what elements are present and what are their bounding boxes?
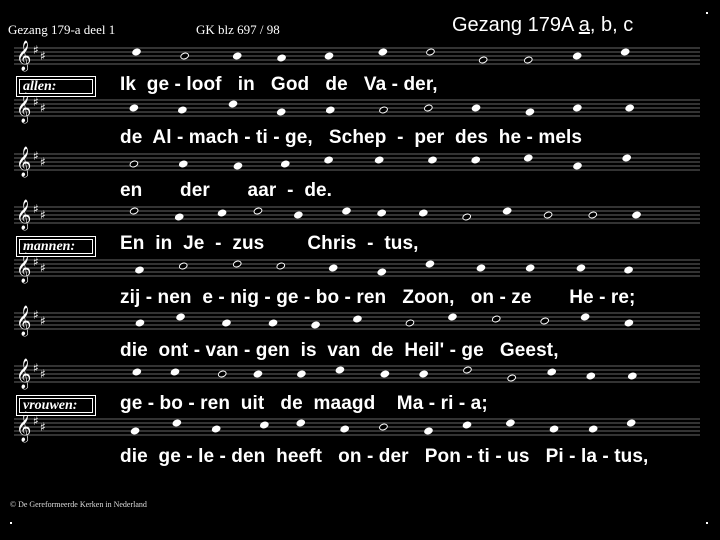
note-head-icon bbox=[622, 154, 631, 162]
note-head-icon bbox=[379, 106, 388, 114]
note-head-icon bbox=[573, 104, 582, 112]
note-head-icon bbox=[135, 319, 144, 327]
note-head-icon bbox=[424, 104, 433, 112]
note-head-icon bbox=[425, 260, 434, 268]
lyric-line-4: En in Je - zus Chris - tus, bbox=[120, 233, 419, 254]
lyric-line-3: en der aar - de. bbox=[120, 180, 333, 201]
note-head-icon bbox=[340, 425, 349, 433]
note-head-icon bbox=[179, 160, 188, 168]
note-head-icon bbox=[379, 423, 388, 431]
note-head-icon bbox=[419, 209, 428, 217]
sharp-icon: ♯ bbox=[33, 361, 39, 375]
treble-clef-icon: 𝄞 bbox=[16, 147, 32, 177]
note-head-icon bbox=[471, 156, 480, 164]
lyric-line-7: ge - bo - ren uit de maagd Ma - ri - a; bbox=[120, 393, 488, 414]
sharp-icon: ♯ bbox=[40, 261, 46, 275]
note-head-icon bbox=[463, 366, 472, 374]
note-head-icon bbox=[328, 264, 337, 272]
note-head-icon bbox=[492, 315, 501, 323]
note-head-icon bbox=[353, 315, 362, 323]
copyright-notice: © De Gereformeerde Kerken in Nederland bbox=[10, 500, 147, 509]
sharp-icon: ♯ bbox=[40, 101, 46, 115]
sharp-icon: ♯ bbox=[40, 155, 46, 169]
treble-clef-icon: 𝄞 bbox=[16, 412, 32, 442]
note-head-icon bbox=[580, 313, 589, 321]
note-head-icon bbox=[478, 56, 487, 64]
sharp-icon: ♯ bbox=[33, 414, 39, 428]
note-head-icon bbox=[228, 100, 237, 108]
sharp-icon: ♯ bbox=[40, 420, 46, 434]
note-head-icon bbox=[462, 421, 471, 429]
note-head-icon bbox=[626, 419, 635, 427]
hymn-title-prefix: Gezang 179A bbox=[452, 14, 579, 36]
role-label-men: mannen: bbox=[16, 236, 96, 257]
note-head-icon bbox=[135, 266, 144, 274]
page-reference: GK blz 697 / 98 bbox=[196, 22, 280, 37]
note-head-icon bbox=[326, 106, 335, 114]
sharp-icon: ♯ bbox=[33, 43, 39, 57]
note-head-icon bbox=[297, 370, 306, 378]
note-head-icon bbox=[506, 419, 515, 427]
corner-dot bbox=[706, 522, 708, 524]
lyric-line-8: die ge - le - den heeft on - der Pon - ti - us Pi - la - tus, bbox=[120, 446, 649, 467]
note-head-icon bbox=[324, 52, 333, 60]
note-head-icon bbox=[426, 48, 435, 56]
note-head-icon bbox=[296, 419, 305, 427]
note-head-icon bbox=[405, 319, 414, 327]
note-head-icon bbox=[378, 48, 387, 56]
sharp-icon: ♯ bbox=[33, 202, 39, 216]
note-head-icon bbox=[268, 319, 277, 327]
note-head-icon bbox=[179, 262, 188, 270]
note-head-icon bbox=[211, 425, 220, 433]
sharp-icon: ♯ bbox=[33, 95, 39, 109]
hymn-title-selected-variant: a bbox=[578, 14, 590, 36]
hymn-book-reference: Gezang 179-a deel 1 bbox=[8, 22, 116, 37]
note-head-icon bbox=[281, 160, 290, 168]
note-head-icon bbox=[132, 368, 141, 376]
sharp-icon: ♯ bbox=[33, 308, 39, 322]
hymn-title-variants: , b, c bbox=[589, 14, 634, 36]
note-head-icon bbox=[586, 372, 595, 380]
note-head-icon bbox=[277, 54, 286, 62]
lyric-line-2: de Al - mach - ti - ge, Schep - per des he - mels bbox=[120, 127, 583, 148]
treble-clef-icon: 𝄞 bbox=[16, 359, 32, 389]
note-head-icon bbox=[129, 207, 138, 215]
note-head-icon bbox=[176, 313, 185, 321]
note-head-icon bbox=[524, 56, 533, 64]
note-head-icon bbox=[625, 104, 634, 112]
note-head-icon bbox=[576, 264, 585, 272]
treble-clef-icon: 𝄞 bbox=[16, 253, 32, 283]
note-head-icon bbox=[222, 319, 231, 327]
role-label-all: allen: bbox=[16, 76, 96, 97]
note-head-icon bbox=[572, 52, 581, 60]
note-head-icon bbox=[342, 207, 351, 215]
note-head-icon bbox=[132, 48, 141, 56]
note-head-icon bbox=[233, 260, 242, 268]
sharp-icon: ♯ bbox=[40, 314, 46, 328]
note-head-icon bbox=[324, 156, 333, 164]
note-head-icon bbox=[540, 317, 549, 325]
note-head-icon bbox=[129, 160, 138, 168]
note-head-icon bbox=[232, 52, 241, 60]
treble-clef-icon: 𝄞 bbox=[16, 200, 32, 230]
note-head-icon bbox=[129, 104, 138, 112]
sharp-icon: ♯ bbox=[40, 208, 46, 222]
note-head-icon bbox=[624, 319, 633, 327]
note-head-icon bbox=[374, 156, 383, 164]
note-head-icon bbox=[377, 209, 386, 217]
note-head-icon bbox=[419, 370, 428, 378]
note-head-icon bbox=[377, 268, 386, 276]
note-head-icon bbox=[525, 264, 534, 272]
note-head-icon bbox=[588, 425, 597, 433]
corner-dot bbox=[706, 12, 708, 14]
note-head-icon bbox=[524, 154, 533, 162]
role-label-women: vrouwen: bbox=[16, 395, 96, 416]
note-head-icon bbox=[380, 370, 389, 378]
note-head-icon bbox=[549, 425, 558, 433]
note-head-icon bbox=[276, 108, 285, 116]
note-head-icon bbox=[462, 213, 471, 221]
lyric-line-5: zij - nen e - nig - ge - bo - ren Zoon, on - ze He - re; bbox=[120, 287, 636, 308]
note-head-icon bbox=[335, 366, 344, 374]
lyric-line-6: die ont - van - gen is van de Heil' - ge Geest, bbox=[120, 340, 559, 361]
note-head-icon bbox=[178, 106, 187, 114]
treble-clef-icon: 𝄞 bbox=[16, 41, 32, 71]
sharp-icon: ♯ bbox=[33, 149, 39, 163]
note-head-icon bbox=[253, 370, 262, 378]
note-head-icon bbox=[130, 427, 139, 435]
note-head-icon bbox=[253, 207, 262, 215]
lyric-line-1: Ik ge - loof in God de Va - der, bbox=[120, 74, 438, 95]
note-head-icon bbox=[543, 211, 552, 219]
sharp-icon: ♯ bbox=[33, 255, 39, 269]
note-head-icon bbox=[476, 264, 485, 272]
note-head-icon bbox=[218, 370, 227, 378]
note-head-icon bbox=[547, 368, 556, 376]
note-head-icon bbox=[573, 162, 582, 170]
sharp-icon: ♯ bbox=[40, 367, 46, 381]
treble-clef-icon: 𝄞 bbox=[16, 93, 32, 123]
note-head-icon bbox=[632, 211, 641, 219]
note-head-icon bbox=[217, 209, 226, 217]
note-head-icon bbox=[311, 321, 320, 329]
note-head-icon bbox=[428, 156, 437, 164]
note-head-icon bbox=[628, 372, 637, 380]
corner-dot bbox=[10, 522, 12, 524]
note-head-icon bbox=[180, 52, 189, 60]
note-head-icon bbox=[471, 104, 480, 112]
note-head-icon bbox=[502, 207, 511, 215]
note-head-icon bbox=[294, 211, 303, 219]
note-head-icon bbox=[174, 213, 183, 221]
note-head-icon bbox=[424, 427, 433, 435]
note-head-icon bbox=[233, 162, 242, 170]
note-head-icon bbox=[448, 313, 457, 321]
note-head-icon bbox=[170, 368, 179, 376]
note-head-icon bbox=[624, 266, 633, 274]
note-head-icon bbox=[507, 374, 516, 382]
note-head-icon bbox=[620, 48, 629, 56]
note-head-icon bbox=[260, 421, 269, 429]
note-head-icon bbox=[588, 211, 597, 219]
treble-clef-icon: 𝄞 bbox=[16, 306, 32, 336]
sharp-icon: ♯ bbox=[40, 49, 46, 63]
note-head-icon bbox=[172, 419, 181, 427]
note-head-icon bbox=[525, 108, 534, 116]
note-head-icon bbox=[276, 262, 285, 270]
